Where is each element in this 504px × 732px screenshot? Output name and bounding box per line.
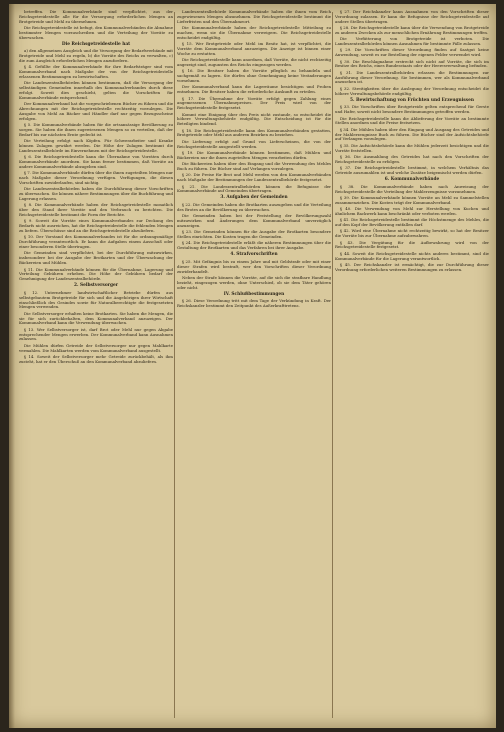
paragraph: § 5. Die Kommunalverbände haben für die ortsansässige Bevölkerung zu sorgen. Sie haben die ihnen zugewiesenen Mengen so zu verteilen, daß der Bedarf bis zur nächsten Ernte gedeckt ist. — [19, 122, 173, 137]
paragraph: § 22. Die Gemeinden haben die Brotkarten auszugeben und die Verteilung des Brotes an die Bevölkerung zu überwachen. — [177, 202, 331, 212]
paragraph: § 24. Die Reichsgetreidestelle erläßt die näheren Bestimmungen über die Gestaltung der Brotkarten und das Verfahren bei ihrer Ausgabe. — [177, 240, 331, 251]
paragraph: § 43. Die Vergütung für die Aufbewahrung wird von der Reichsgetreidestelle festgesetzt. — [335, 239, 489, 250]
paragraph: § 32. Streitigkeiten über die Auslegung der Verordnung entscheidet die höhere Verwaltungsbehörde endgültig. — [335, 85, 489, 96]
text-column-3 — [335, 10, 489, 722]
paragraph: Die Verfütterung von Brotgetreide ist verboten. Die Landeszentralbehörden können Ausnahmen für bestimmte Fälle zulassen. — [335, 36, 489, 47]
paragraph: § 33. Die Vorschriften über Brotgetreide gelten entsprechend für Gerste und Hafer, soweit nicht besondere Bestimmungen getroffen werden. — [335, 104, 489, 115]
section-heading: Die Reichsgetreidestelle hat — [61, 41, 131, 47]
paragraph: § 9. Soweit die Vorräte eines Kommunalverbandes zur Deckung des Bedarfs nicht ausreichen, hat die Reichsgetreidestelle die fehlenden Mengen zu liefern. Überschüsse sind an die Reichsgetreidestelle abzuliefern. — [19, 218, 173, 234]
paragraph: § 11. Die Kommunalverbände können für die Übernahme, Lagerung und Verteilung Gebühren erheben. Die Höhe der Gebühren bedarf der Genehmigung der Landeszentralbehörde. — [19, 266, 173, 282]
section-heading: 4. Strafvorschriften — [230, 252, 278, 258]
section-heading: 2. Selbstversorger — [74, 283, 118, 289]
paragraph: § 39. Die Kommunalverbände können Vorräte an Mehl zu Sammelstellen zusammenziehen. Die Kosten trägt der Kommunalverband. — [335, 194, 489, 205]
paragraph: Die Selbstversorger erhalten keine Brotkarten. Sie haben die Mengen, die sie für sich zurückbehalten, dem Kommunalverband anzuzeigen. Der Kommunalverband kann die Verwendung überwachen. — [19, 310, 173, 326]
paragraph: § 26. Diese Verordnung tritt mit dem Tage der Verkündung in Kraft. Der Reichskanzler bestimmt den Zeitpunkt des Außerkrafttretens. — [177, 298, 331, 309]
paragraph: § 7. Die Kommunalverbände dürfen über die ihnen zugeteilten Mengen nur nach Maßgabe dieser Verordnung verfügen. Verfügungen, die diesen Vorschriften zuwiderlaufen, sind nichtig. — [19, 170, 173, 185]
paragraph: § 27. Der Reichskanzler kann Ausnahmen von den Vorschriften dieser Verordnung zulassen. Er kann die Befugnisse der Reichsgetreidestelle auf andere Stellen übertragen. — [335, 10, 489, 24]
text-column-2 — [177, 10, 331, 722]
paragraph: § 42. Wird eine Übernahme nicht rechtzeitig bewirkt, so hat der Besitzer die Vorräte bis zur Übernahme aufzubewahren. — [335, 228, 489, 239]
paragraph: § 40. Die Verwendung von Mehl zur Herstellung von Kuchen und ähnlichem Backwerk kann beschränkt oder verboten werden. — [335, 206, 489, 216]
paragraph: § 45. Der Reichskanzler ist ermächtigt, die zur Durchführung dieser Verordnung erforderlichen weiteren Bestimmungen zu erlassen. — [335, 261, 489, 272]
text-column-1 — [19, 10, 173, 722]
paragraph: § 16. Die Besitzer haben die Vorräte pfleglich zu behandeln und sachgemäß zu lagern. Sie dürfen ohne Genehmigung keine Veränderungen vornehmen. — [177, 68, 331, 83]
paragraph: Kommt eine Einigung über den Preis nicht zustande, so entscheidet die höhere Verwaltungsbehörde endgültig. Die Entscheidung ist für die Beteiligten bindend. — [177, 111, 331, 127]
paragraph: § 29. Die Vorschriften dieser Verordnung finden auf Saatgut keine Anwendung, soweit es zur Bestellung der eigenen Felder verwendet wird. — [335, 47, 489, 58]
paragraph: Die Reichsgetreidestelle kann anordnen, daß Vorräte, die nicht rechtzeitig angezeigt sind, zugunsten des Reichs eingezogen werden. — [177, 57, 331, 67]
paragraph: § 38. Die Kommunalverbände haben nach Anweisung der Reichsgetreidestelle die Verteilung der Mahlerzeugnisse vorzunehmen. — [335, 183, 489, 194]
section-heading: IV. Schlußbestimmungen — [223, 291, 285, 297]
paragraph: § 34. Die Mühlen haben über den Eingang und Ausgang des Getreides und der Mahlerzeugnisse Buch zu führen. Die Bücher sind der Aufsichtsbehörde auf Verlangen vorzulegen. — [335, 126, 489, 142]
paragraph: § 8. Die Kommunalverbände haben der Reichsgetreidestelle monatlich über den Stand ihrer Vorräte und den Verbrauch zu berichten. Die Reichsgetreidestelle bestimmt die Form der Berichte. — [19, 202, 173, 218]
paragraph: § 17. Die Übernahme der Vorräte erfolgt gegen Zahlung eines angemessenen Übernahmepreises. Der Preis wird von der Reichsgetreidestelle festgesetzt. — [177, 95, 331, 111]
paragraph: Neben der Strafe können die Vorräte, auf die sich die strafbare Handlung bezieht, eingezogen werden, ohne Unterschied, ob sie dem Täter gehören oder nicht. — [177, 275, 331, 290]
paragraph: § 20. Die Preise für Brot und Mehl werden von den Kommunalverbänden nach Maßgabe der Bestimmungen der Landeszentralbehörde festgesetzt. — [177, 172, 331, 183]
paragraph: betreffen. Die Kommunalverbände sind verpflichtet, aus der Reichsgetreidestelle alle für die Versorgung erforderlichen Mengen an Brotgetreide und Mehl zu übernehmen. — [19, 10, 173, 24]
paragraph: Die Reichsgetreidestelle ist befugt, den Kommunalverbänden die Abnahme bestimmter Mengen vorzuschreiben und die Verteilung der Vorräte zu überwachen. — [19, 25, 173, 40]
paragraph: § 14. Soweit der Selbstversorger mehr Getreide zurückbehält, als ihm zusteht, hat er den Überschuß an den Kommunalverband abzuliefern. — [19, 354, 173, 364]
paragraph: § 36. Die Ausmahlung des Getreides hat nach den Vorschriften der Reichsgetreidestelle zu erfolgen. — [335, 153, 489, 164]
paragraph: § 25. Mit Gefängnis bis zu einem Jahre und mit Geldstrafe oder mit einer dieser Strafen wird bestraft, wer den Vorschriften dieser Verordnung zuwiderhandelt. — [177, 258, 331, 274]
newspaper-page — [9, 4, 496, 728]
paragraph: Die Gemeinden sind verpflichtet, bei der Durchführung mitzuwirken, insbesondere bei der Ausgabe der Brotkarten und der Überwachung der Bäckereien und Mühlen. — [19, 250, 173, 266]
paragraph: § 41. Die Reichsgetreidestelle bestimmt die Höchstmenge des Mehles, die auf den Kopf der Bevölkerung entfallen darf. — [335, 217, 489, 228]
paragraph: Die Lieferung erfolgt auf Grund von Lieferscheinen, die von der Reichsgetreidestelle ausgestellt werden. — [177, 138, 331, 149]
paragraph: § 19. Die Kommunalverbände können bestimmen, daß Mühlen und Bäckereien nur die ihnen zugeteilten Mengen verarbeiten dürfen. — [177, 149, 331, 160]
section-heading: 6. Kommunalverbände — [384, 176, 440, 182]
column-rule — [332, 12, 333, 718]
paragraph: Die Gemeinden haben bei der Feststellung der Bevölkerungszahl mitzuwirken und Änderungen dem Kommunalverband unverzüglich anzuzeigen. — [177, 213, 331, 228]
paragraph: § 12. Unternehmer landwirtschaftlicher Betriebe dürfen aus selbstgebautem Brotgetreide für sich und die Angehörigen ihrer Wirtschaft einschließlich des Gesindes sowie für Naturalberechtigte die festgesetzten Mengen verwenden. — [19, 289, 173, 310]
paragraph: § 23. Die Gemeinden können für die Ausgabe der Brotkarten besondere Stellen einrichten. Die Kosten tragen die Gemeinden. — [177, 229, 331, 240]
section-heading: 3. Aufgaben der Gemeinden — [220, 195, 288, 201]
paragraph: Die Mühlen dürfen Getreide der Selbstversorger nur gegen Mahlkarte vermahlen. Die Mahlkarten werden vom Kommunalverband ausgestellt. — [19, 342, 173, 353]
paragraph: § 21. Die Landeszentralbehörden können die Befugnisse der Kommunalverbände auf Gemeinden übertragen. — [177, 183, 331, 194]
paragraph: § 37. Die Reichsgetreidestelle bestimmt, in welchem Verhältnis das Getreide auszumahlen ist und welche Zusätze beigemischt werden dürfen. — [335, 165, 489, 175]
paragraph: Die Kommunalverbände haben der Reichsgetreidestelle Mitteilung zu machen, wenn sie die Übernahme verweigern. Die Reichsgetreidestelle entscheidet endgültig. — [177, 25, 331, 40]
paragraph: Die Landeszentralbehörden können bestimmen, daß die Versorgung der selbständigen Gemeinden innerhalb des Kommunalverbandes durch diese erfolgt. Soweit dies geschieht, gelten die Vorschriften für Kommunalverbände entsprechend. — [19, 80, 173, 100]
paragraph: Landeszentralbehörde Kommunalverbände haben die ihnen vom Reich zugewiesenen Mengen abzunehmen. Die Reichsgetreidestelle bestimmt die Lieferfristen und den Übernahmeort. — [177, 10, 331, 24]
paragraph: § 10. Der Vorstand des Kommunalverbandes ist für die ordnungsmäßige Durchführung verantwortlich. Er kann die Aufgaben einem Ausschuß oder einer besonderen Stelle übertragen. — [19, 234, 173, 250]
paragraph: § 30. Die Beschlagnahme erstreckt sich nicht auf Vorräte, die sich im Besitze des Reichs, eines Bundesstaats oder der Heeresverwaltung befinden. — [335, 58, 489, 69]
paragraph: Die Bäckereien haben über den Eingang und die Verwendung des Mehles Buch zu führen. Die Bücher sind auf Verlangen vorzulegen. — [177, 161, 331, 171]
paragraph: § 6. Die Reichsgetreidestelle kann die Übernahme von Vorräten durch Kommunalverbände anordnen. Sie kann ferner bestimmen, daß Vorräte an andere Kommunalverbände abzugeben sind. — [19, 154, 173, 169]
paragraph: a) den allgemeinen Ausgleich und die Versorgung der Bedarfsverbände mit Brotgetreide und Mehl zu regeln, b) die Vorräte des Reichs zu verwalten, c) die zum Ausgleich erforderlichen Mengen anzufordern. — [19, 48, 173, 64]
paragraph: Der Kommunalverband kann die Lagerräume besichtigen und Proben entnehmen. Die Besitzer haben die erforderliche Auskunft zu erteilen. — [177, 84, 331, 95]
column-rule — [174, 12, 175, 718]
paragraph: Die Landeszentralbehörden haben die Durchführung dieser Vorschriften zu überwachen. Sie können nähere Bestimmungen über die Buchführung und Lagerung erlassen. — [19, 186, 173, 202]
paragraph: § 15. Wer Brotgetreide oder Mehl im Besitz hat, ist verpflichtet, die Vorräte dem Kommunalverband anzuzeigen. Die Anzeige ist binnen einer Woche zu erstatten. — [177, 41, 331, 56]
paragraph: Die Reichsgetreidestelle kann die Ablieferung der Vorräte an bestimmte Stellen anordnen und die Preise festsetzen. — [335, 115, 489, 126]
paragraph: § 13. Wer Selbstversorger ist, darf Brot oder Mehl nur gegen Abgabe entsprechender Mengen erwerben. Der Kommunalverband kann Ausnahmen zulassen. — [19, 326, 173, 342]
section-heading: 5. Bewirtschaftung von Früchten und Erzeugnissen — [350, 97, 474, 103]
paragraph: Der Kommunalverband hat die vorgeschriebenen Bücher zu führen und die Abrechnungen mit der Reichsgetreidestelle rechtzeitig vorzulegen. Die Ausgabe von Mehl an Bäcker und Händler darf nur gegen Bezugsscheine erfolgen. — [19, 101, 173, 121]
paragraph: Die Verteilung erfolgt nach Köpfen. Für Schwerarbeiter und Kranke können Zulagen gewährt werden. Die Höhe der Zulagen bestimmt die Landeszentralbehörde im Einvernehmen mit der Reichsgetreidestelle. — [19, 138, 173, 153]
paragraph: § 35. Die Aufsichtsbehörde kann die Mühlen jederzeit besichtigen und die Vorräte feststellen. — [335, 142, 489, 153]
paragraph: § 44. Soweit die Reichsgetreidestelle nichts anderes bestimmt, sind die Kommunalverbände für die Lagerung verantwortlich. — [335, 250, 489, 261]
paragraph: § 28. Die Reichsgetreidestelle kann über die Verwendung von Brotgetreide zu anderen Zwecken als zur menschlichen Ernährung Bestimmungen treffen. — [335, 25, 489, 35]
paragraph: § 4. Gefüllte der Kommunalverbände für ihre Bedarfsträger sind vom Kommunalverband nach Maßgabe der von der Reichsgetreidestelle erlassenen Bestimmungen zu bewirtschaften. — [19, 64, 173, 80]
page-fold-shadow — [9, 4, 15, 728]
paragraph: § 31. Die Landeszentralbehörden erlassen die Bestimmungen zur Ausführung dieser Verordnung. Sie bestimmen, wer als Kommunalverband anzusehen ist. — [335, 69, 489, 85]
paragraph: § 18. Die Reichsgetreidestelle kann den Kommunalverbänden gestatten, Brotgetreide oder Mehl aus anderen Bezirken zu beziehen. — [177, 127, 331, 138]
